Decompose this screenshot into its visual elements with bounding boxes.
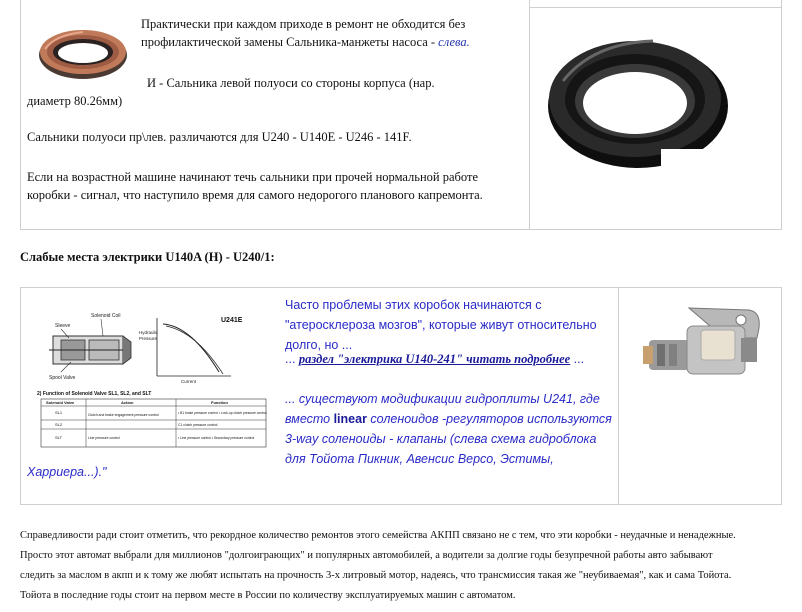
table-divider: [618, 288, 619, 504]
row-function: • B1 brake pressure control • Lock-up clutch pressure control: [178, 411, 267, 415]
row-valve: SLT: [55, 435, 63, 440]
axle-seal-text: И - Сальника левой полуоси со стороны корпуса (нар. диаметр 80.26мм): [27, 76, 435, 108]
seal-info-table: [20, 0, 782, 230]
axle-seal-models: Сальники полуоси пр\лев. различаются для U240 - U140E - U246 - 141F.: [27, 130, 412, 144]
solenoid-diagram: [31, 296, 276, 461]
col-solenoid-valve: Solenoid Valve: [46, 400, 75, 405]
footer-line: Просто этот автомат выбрали для миллионов "долгоиграющих" и популярных автомобилей, а водители за долгие годы безупречной работы авто забывают: [20, 550, 713, 561]
footer-line: Тойота в последние годы стоит на первом месте в России по количеству эксплуатируемых машин с автоматом.: [20, 590, 516, 601]
brain-atherosclerosis-text: Часто проблемы этих коробок начинаются с "атеросклероза мозгов", которые живут относительно долго, но ...: [285, 298, 597, 352]
axis-label-hydraulic: Hydraulic: [139, 330, 158, 335]
diagram-caption: 2) Function of Solenoid Valve SL1, SL2, and SLT: [37, 391, 152, 397]
row-function: • Line pressure control • Secondary pressure control: [178, 436, 255, 440]
axle-seal-photo: [543, 31, 733, 171]
pump-seal-text: Практически при каждом приходе в ремонт не обходится без профилактической замены Сальника-манжеты насоса - слева.: [141, 17, 470, 49]
row-valve: SL2: [55, 422, 63, 427]
electrics-link-line: ... раздел "электрика U140-241" читать подробнее ...: [285, 352, 585, 366]
pump-seal-photo: [35, 21, 131, 81]
label-sleeve: Sleeve: [55, 323, 71, 329]
label-spool-valve: Spool Valve: [49, 375, 76, 381]
row-function: C1 clutch pressure control: [178, 423, 218, 427]
label-solenoid-coil: Solenoid Coil: [91, 313, 121, 319]
axis-label-pressure: Pressure: [139, 336, 158, 341]
col-action: Action: [121, 400, 134, 405]
valve-body-modification-text: ... существуют модификации гидроплиты U241, где вместо linear соленоидов -регуляторов используются 3-way соленоиды - клапаны (слева схема гидроблока для Тойота Пикник, Авенсис Версо, Эстимы,: [285, 392, 612, 466]
solenoid-photo: [629, 298, 769, 383]
leak-warning-text: Если на возрастной машине начинают течь сальники при прочей нормальной работе коробки - сигнал, что наступило время для самого недорогого планового капремонта.: [27, 170, 483, 202]
row-valve: SL1: [55, 410, 63, 415]
models-tail-text: Харриера...).": [27, 465, 107, 479]
row-action: Line pressure control: [88, 436, 120, 440]
closing-paragraph: [20, 526, 780, 606]
axis-label-current: Current: [181, 379, 197, 384]
electrics-table: [20, 287, 782, 505]
table-divider: [529, 0, 530, 229]
section-heading: Слабые места электрики U140A (H) - U240/1:: [20, 250, 275, 264]
electrics-section-link[interactable]: раздел "электрика U140-241" читать подробнее: [298, 352, 571, 366]
col-function: Function: [211, 400, 228, 405]
model-label: U241E: [221, 317, 243, 324]
row-action: Clutch and brake engagement pressure control: [88, 413, 159, 417]
table-divider: [530, 7, 782, 8]
footer-line: следить за маслом в акпп и к тому же любят испытать на прочность 3-х литровый мотор, надеясь, что трансмиссия такая же "неубиваемая", как и сама Тойота.: [20, 570, 732, 581]
footer-line: Справедливости ради стоит отметить, что рекордное количество ремонтов этого семейства АКПП связано не с тем, что эти коробки - неудачные и ненадежные.: [20, 530, 736, 541]
